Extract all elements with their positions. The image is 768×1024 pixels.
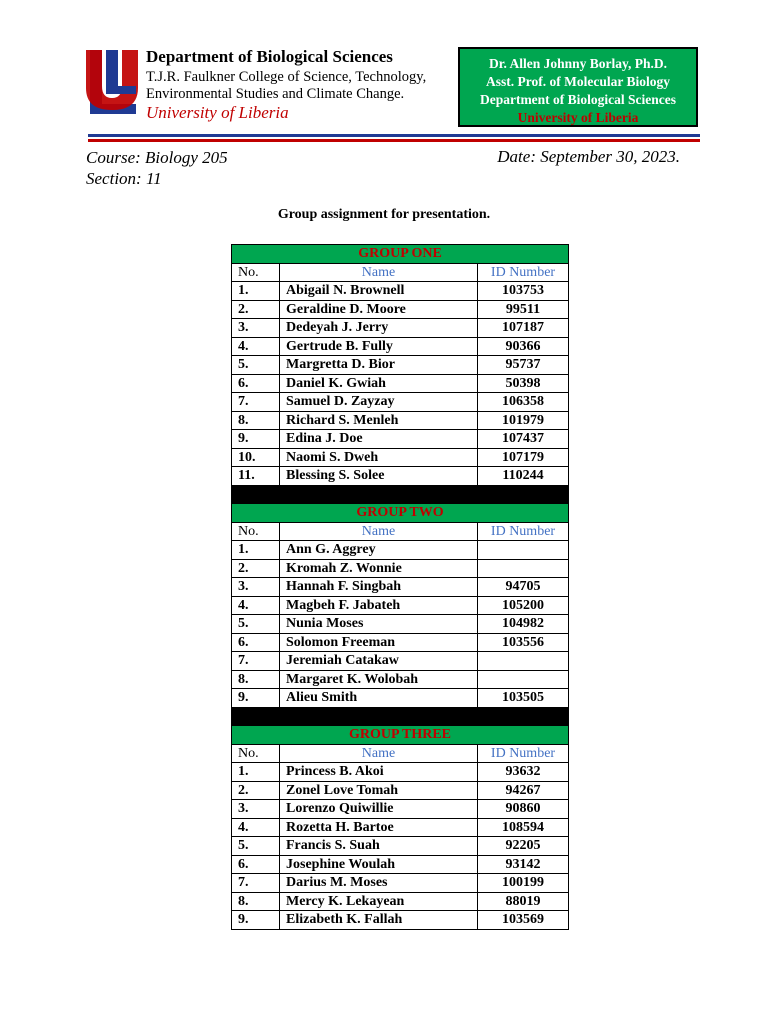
- member-number: 2.: [232, 300, 280, 319]
- member-number: 6.: [232, 374, 280, 393]
- table-row: [232, 818, 569, 837]
- member-id: 106358: [478, 393, 569, 412]
- member-name: Josephine Woulah: [280, 855, 478, 874]
- member-name: Darius M. Moses: [280, 874, 478, 893]
- table-row: [232, 578, 569, 597]
- table-row: [232, 615, 569, 634]
- table-row: [232, 319, 569, 338]
- member-name: Margretta D. Bior: [280, 356, 478, 375]
- table-row: [232, 837, 569, 856]
- group-title-row: [232, 245, 569, 264]
- group-title-row: [232, 504, 569, 523]
- member-number: 1.: [232, 541, 280, 560]
- member-name: Kromah Z. Wonnie: [280, 559, 478, 578]
- member-number: 3.: [232, 319, 280, 338]
- date-label: Date: September 30, 2023.: [497, 147, 680, 166]
- member-name: Princess B. Akoi: [280, 763, 478, 782]
- member-name: Abigail N. Brownell: [280, 282, 478, 301]
- table-row: [232, 356, 569, 375]
- group-separator: [232, 707, 569, 726]
- group-title: GROUP THREE: [232, 726, 569, 745]
- column-header-name: Name: [280, 744, 478, 763]
- table-row: [232, 911, 569, 930]
- member-number: 7.: [232, 652, 280, 671]
- member-id: 103753: [478, 282, 569, 301]
- member-id: 99511: [478, 300, 569, 319]
- member-id: 90366: [478, 337, 569, 356]
- table-row: [232, 670, 569, 689]
- member-name: Edina J. Doe: [280, 430, 478, 449]
- member-name: Elizabeth K. Fallah: [280, 911, 478, 930]
- member-id: 107179: [478, 448, 569, 467]
- member-id: [478, 670, 569, 689]
- table-row: [232, 855, 569, 874]
- member-number: 5.: [232, 356, 280, 375]
- member-id: [478, 541, 569, 560]
- member-id: 110244: [478, 467, 569, 486]
- table-row: [232, 874, 569, 893]
- member-id: 88019: [478, 892, 569, 911]
- member-name: Zonel Love Tomah: [280, 781, 478, 800]
- member-name: Nunia Moses: [280, 615, 478, 634]
- member-name: Alieu Smith: [280, 689, 478, 708]
- table-row: [232, 892, 569, 911]
- member-number: 8.: [232, 892, 280, 911]
- member-id: 103556: [478, 633, 569, 652]
- member-number: 5.: [232, 837, 280, 856]
- college-line-2: Environmental Studies and Climate Change.: [146, 86, 405, 102]
- table-row: [232, 448, 569, 467]
- member-id: 103505: [478, 689, 569, 708]
- column-header-no: No.: [232, 744, 280, 763]
- member-number: 9.: [232, 911, 280, 930]
- group-separator: [232, 485, 569, 504]
- column-header-row: [232, 744, 569, 763]
- member-name: Naomi S. Dweh: [280, 448, 478, 467]
- member-number: 8.: [232, 670, 280, 689]
- table-row: [232, 337, 569, 356]
- member-name: Gertrude B. Fully: [280, 337, 478, 356]
- member-number: 7.: [232, 393, 280, 412]
- member-number: 9.: [232, 430, 280, 449]
- university-name: University of Liberia: [146, 103, 289, 122]
- member-number: 1.: [232, 282, 280, 301]
- member-number: 8.: [232, 411, 280, 430]
- member-id: 95737: [478, 356, 569, 375]
- member-name: Mercy K. Lekayean: [280, 892, 478, 911]
- table-row: [232, 633, 569, 652]
- table-row: [232, 393, 569, 412]
- member-name: Dedeyah J. Jerry: [280, 319, 478, 338]
- table-row: [232, 467, 569, 486]
- member-id: 104982: [478, 615, 569, 634]
- member-number: 6.: [232, 633, 280, 652]
- member-id: 90860: [478, 800, 569, 819]
- column-header-row: [232, 263, 569, 282]
- professor-info-box: [458, 47, 698, 127]
- column-header-row: [232, 522, 569, 541]
- column-header-id: ID Number: [478, 522, 569, 541]
- member-number: 6.: [232, 855, 280, 874]
- member-id: 50398: [478, 374, 569, 393]
- professor-title: Asst. Prof. of Molecular Biology: [486, 74, 670, 89]
- column-header-name: Name: [280, 522, 478, 541]
- course-info: [86, 147, 228, 189]
- college-line-1: T.J.R. Faulkner College of Science, Technology,: [146, 69, 427, 85]
- column-header-no: No.: [232, 263, 280, 282]
- member-name: Francis S. Suah: [280, 837, 478, 856]
- member-id: 107187: [478, 319, 569, 338]
- member-name: Blessing S. Solee: [280, 467, 478, 486]
- member-number: 2.: [232, 781, 280, 800]
- table-row: [232, 596, 569, 615]
- member-number: 4.: [232, 818, 280, 837]
- section-label: Section: 11: [86, 169, 162, 188]
- table-row: [232, 781, 569, 800]
- member-number: 5.: [232, 615, 280, 634]
- member-name: Rozetta H. Bartoe: [280, 818, 478, 837]
- member-name: Geraldine D. Moore: [280, 300, 478, 319]
- member-name: Margaret K. Wolobah: [280, 670, 478, 689]
- member-number: 1.: [232, 763, 280, 782]
- member-number: 2.: [232, 559, 280, 578]
- group-separator-cell: [232, 707, 569, 726]
- member-id: 93632: [478, 763, 569, 782]
- member-number: 9.: [232, 689, 280, 708]
- table-row: [232, 300, 569, 319]
- table-row: [232, 689, 569, 708]
- member-number: 3.: [232, 578, 280, 597]
- department-title: Department of Biological Sciences: [146, 47, 393, 66]
- member-name: Solomon Freeman: [280, 633, 478, 652]
- header-rule-red: [88, 139, 700, 142]
- column-header-id: ID Number: [478, 744, 569, 763]
- member-id: 100199: [478, 874, 569, 893]
- member-name: Samuel D. Zayzay: [280, 393, 478, 412]
- table-row: [232, 374, 569, 393]
- groups-table: [231, 244, 569, 930]
- table-row: [232, 282, 569, 301]
- member-id: 105200: [478, 596, 569, 615]
- professor-university: University of Liberia: [517, 110, 639, 125]
- member-name: Ann G. Aggrey: [280, 541, 478, 560]
- member-name: Richard S. Menleh: [280, 411, 478, 430]
- table-row: [232, 800, 569, 819]
- group-separator-cell: [232, 485, 569, 504]
- course-label: Course: Biology 205: [86, 148, 228, 167]
- table-row: [232, 652, 569, 671]
- member-id: 107437: [478, 430, 569, 449]
- table-row: [232, 430, 569, 449]
- member-id: [478, 559, 569, 578]
- group-title: GROUP ONE: [232, 245, 569, 264]
- member-number: 4.: [232, 337, 280, 356]
- member-id: 94705: [478, 578, 569, 597]
- column-header-id: ID Number: [478, 263, 569, 282]
- table-row: [232, 411, 569, 430]
- member-number: 4.: [232, 596, 280, 615]
- member-id: [478, 652, 569, 671]
- member-number: 3.: [232, 800, 280, 819]
- member-name: Hannah F. Singbah: [280, 578, 478, 597]
- header-rule-blue: [88, 134, 700, 137]
- member-id: 93142: [478, 855, 569, 874]
- member-number: 11.: [232, 467, 280, 486]
- group-title: GROUP TWO: [232, 504, 569, 523]
- member-id: 101979: [478, 411, 569, 430]
- member-id: 92205: [478, 837, 569, 856]
- member-name: Magbeh F. Jabateh: [280, 596, 478, 615]
- department-header: [146, 48, 426, 122]
- table-row: [232, 541, 569, 560]
- member-id: 108594: [478, 818, 569, 837]
- member-id: 103569: [478, 911, 569, 930]
- member-id: 94267: [478, 781, 569, 800]
- group-title-row: [232, 726, 569, 745]
- member-name: Jeremiah Catakaw: [280, 652, 478, 671]
- member-number: 7.: [232, 874, 280, 893]
- university-logo-icon: [84, 46, 140, 118]
- column-header-no: No.: [232, 522, 280, 541]
- member-name: Lorenzo Quiwillie: [280, 800, 478, 819]
- column-header-name: Name: [280, 263, 478, 282]
- professor-department: Department of Biological Sciences: [479, 92, 677, 107]
- assignment-heading: Group assignment for presentation.: [277, 207, 491, 222]
- table-row: [232, 559, 569, 578]
- professor-name: Dr. Allen Johnny Borlay, Ph.D.: [488, 56, 668, 71]
- member-name: Daniel K. Gwiah: [280, 374, 478, 393]
- table-row: [232, 763, 569, 782]
- member-number: 10.: [232, 448, 280, 467]
